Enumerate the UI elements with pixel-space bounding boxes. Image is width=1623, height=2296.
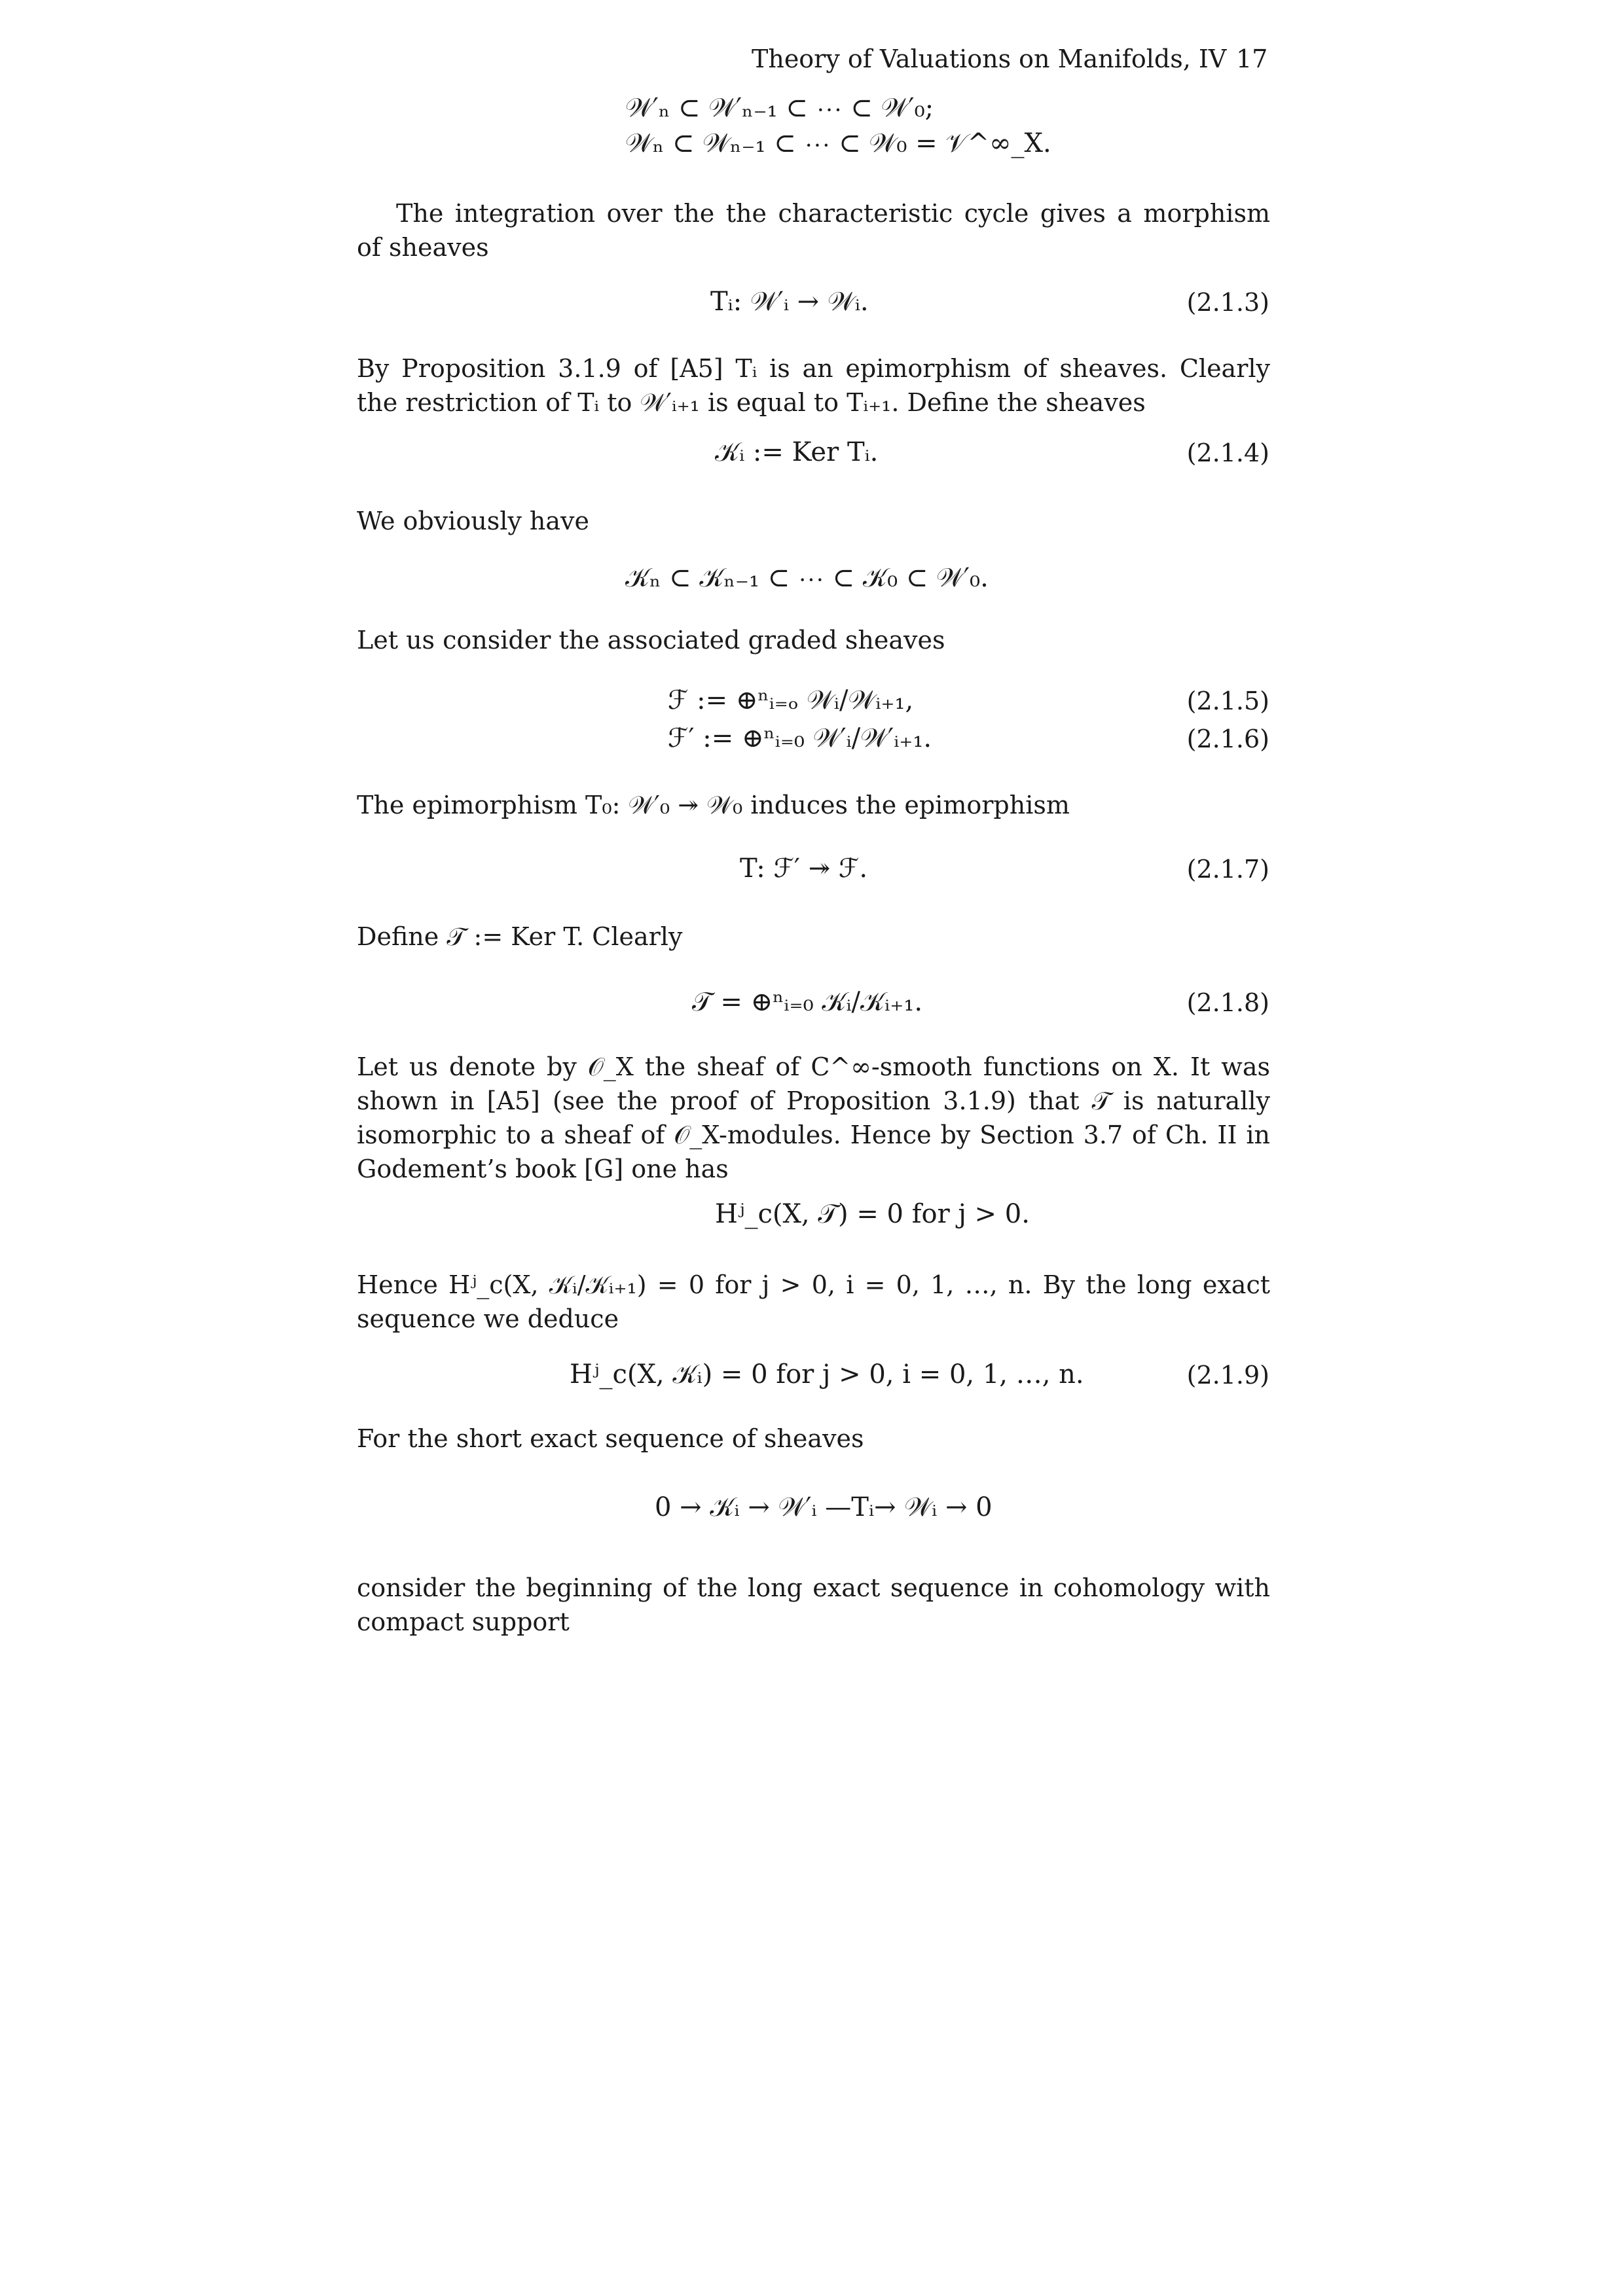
page-number: 17 bbox=[1236, 45, 1268, 73]
paragraph-long-exact: consider the beginning of the long exact sequence in cohomology with compact support bbox=[357, 1573, 1270, 1636]
paragraph-proposition: By Proposition 3.1.9 of [A5] Tᵢ is an epimorphism of sheaves. Clearly the restriction of Tᵢ to 𝒲′ᵢ₊₁ is equal to Tᵢ₊₁. Define the sheaves bbox=[357, 354, 1270, 417]
equation-number-2-1-5: (2.1.5) bbox=[1186, 687, 1269, 715]
equation-2-1-6: ℱ′ := ⊕ⁿᵢ₌₀ 𝒲′ᵢ/𝒲′ᵢ₊₁. bbox=[668, 723, 932, 753]
equation-2-1-8: 𝒯 = ⊕ⁿᵢ₌₀ 𝒦ᵢ/𝒦ᵢ₊₁. bbox=[692, 987, 923, 1017]
filtration-primed: 𝒲′ₙ ⊂ 𝒲′ₙ₋₁ ⊂ ⋯ ⊂ 𝒲′₀; bbox=[625, 93, 934, 123]
equation-2-1-5: ℱ := ⊕ⁿᵢ₌ₒ 𝒲ᵢ/𝒲ᵢ₊₁, bbox=[668, 685, 914, 715]
filtration-unprimed: 𝒲ₙ ⊂ 𝒲ₙ₋₁ ⊂ ⋯ ⊂ 𝒲₀ = 𝒱^∞_X. bbox=[625, 128, 1051, 158]
short-exact-sequence: 0 → 𝒦ᵢ → 𝒲′ᵢ —Tᵢ→ 𝒲ᵢ → 0 bbox=[655, 1492, 993, 1522]
paragraph-short-exact: For the short exact sequence of sheaves bbox=[357, 1424, 864, 1453]
equation-2-1-9: Hʲ_c(X, 𝒦ᵢ) = 0 for j > 0, i = 0, 1, …, n. bbox=[570, 1359, 1084, 1390]
kernel-chain: 𝒦ₙ ⊂ 𝒦ₙ₋₁ ⊂ ⋯ ⊂ 𝒦₀ ⊂ 𝒲′₀. bbox=[625, 563, 989, 593]
paragraph-graded: Let us consider the associated graded sheaves bbox=[357, 626, 945, 655]
equation-vanishing: Hʲ_c(X, 𝒯) = 0 for j > 0. bbox=[715, 1199, 1030, 1229]
paragraph-obviously: We obviously have bbox=[357, 507, 589, 535]
paragraph-hence: Hence Hʲ_c(X, 𝒦ᵢ/𝒦ᵢ₊₁) = 0 for j > 0, i = 0, 1, …, n. By the long exact sequence we deduce bbox=[357, 1270, 1270, 1333]
paragraph-define-t: Define 𝒯 := Ker T. Clearly bbox=[357, 922, 683, 951]
equation-number-2-1-9: (2.1.9) bbox=[1186, 1361, 1269, 1390]
equation-number-2-1-8: (2.1.8) bbox=[1186, 988, 1269, 1017]
equation-number-2-1-6: (2.1.6) bbox=[1186, 725, 1269, 753]
paragraph-epimorphism: The epimorphism T₀: 𝒲′₀ ↠ 𝒲₀ induces the epimorphism bbox=[357, 791, 1070, 819]
equation-2-1-7: T: ℱ′ ↠ ℱ. bbox=[740, 853, 868, 884]
paragraph-integration: The integration over the the characteristic cycle gives a morphism of sheaves bbox=[357, 199, 1270, 262]
equation-number-2-1-3: (2.1.3) bbox=[1186, 288, 1269, 317]
paragraph-smooth-functions: Let us denote by 𝒪_X the sheaf of C^∞-smooth functions on X. It was shown in [A5] (see the proof of Proposition 3.1.9) that 𝒯 is naturally isomorphic to a sheaf of 𝒪_X-modules. Hence by Section 3.7 of Ch. II in Godement’s book [G] one has bbox=[357, 1052, 1270, 1183]
equation-number-2-1-4: (2.1.4) bbox=[1186, 439, 1269, 467]
running-title: Theory of Valuations on Manifolds, IV bbox=[752, 45, 1227, 73]
equation-number-2-1-7: (2.1.7) bbox=[1186, 855, 1269, 884]
equation-2-1-3: Tᵢ: 𝒲′ᵢ → 𝒲ᵢ. bbox=[710, 287, 869, 317]
equation-2-1-4: 𝒦ᵢ := Ker Tᵢ. bbox=[715, 437, 879, 467]
